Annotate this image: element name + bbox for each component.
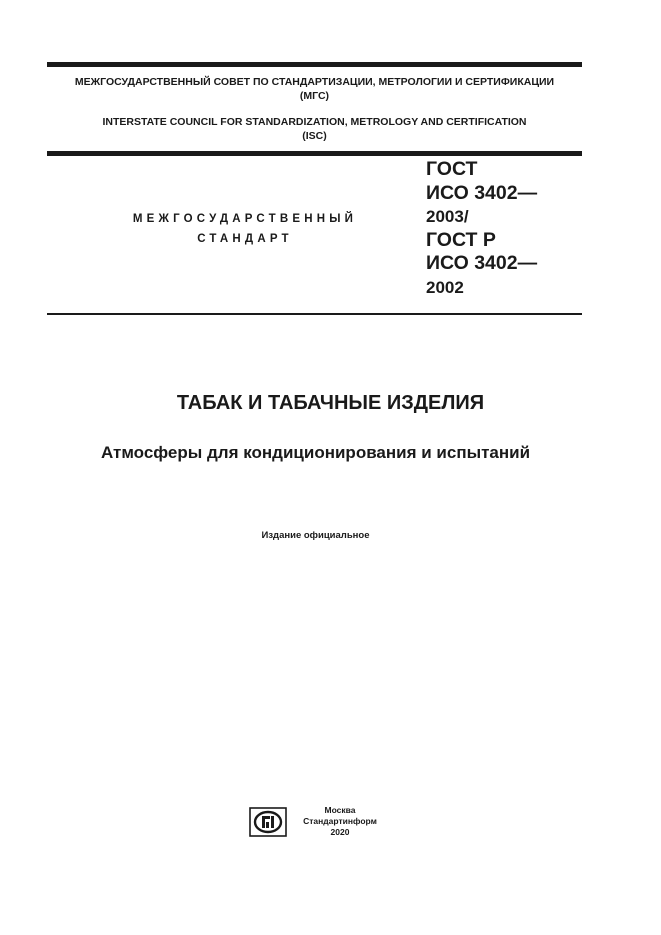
council-en — [47, 115, 582, 143]
publisher-imprint — [290, 805, 390, 838]
publisher-city: Москва — [324, 805, 356, 815]
top-rule — [47, 62, 582, 67]
document-subtitle: Атмосферы для кондиционирования и испытаний — [100, 443, 531, 462]
council-ru-abbr: (МГС) — [299, 90, 330, 102]
standard-type-line1: МЕЖГОСУДАРСТВЕННЫЙ — [132, 213, 358, 225]
designation-line-1: ГОСТ — [426, 158, 478, 180]
council-en-abbr: (ISC) — [302, 130, 327, 142]
designation-line-3: 2003/ — [426, 207, 469, 226]
standard-type-line2: СТАНДАРТ — [197, 233, 293, 245]
header-bottom-rule — [47, 151, 582, 156]
standartinform-logo-icon — [249, 807, 287, 837]
publisher-name: Стандартинформ — [303, 816, 377, 826]
designation-line-2: ИСО 3402— — [426, 181, 538, 204]
council-ru — [47, 75, 582, 103]
publisher-year: 2020 — [330, 827, 350, 837]
designation-line-6: 2002 — [426, 277, 464, 297]
standard-type-label — [120, 209, 370, 249]
council-en-name: INTERSTATE COUNCIL FOR STANDARDIZATION, METROLOGY AND CERTIFICATION — [102, 116, 527, 128]
document-title: ТАБАК И ТАБАЧНЫЕ ИЗДЕЛИЯ — [176, 392, 485, 414]
designation-bottom-rule — [47, 313, 582, 315]
council-ru-name: МЕЖГОСУДАРСТВЕННЫЙ СОВЕТ ПО СТАНДАРТИЗАЦИИ, МЕТРОЛОГИИ И СЕРТИФИКАЦИИ — [74, 76, 555, 88]
standard-designation — [426, 158, 537, 299]
designation-line-4: ГОСТ Р — [426, 228, 496, 251]
designation-line-5: ИСО 3402— — [426, 252, 538, 274]
edition-note: Издание официальное — [261, 530, 370, 541]
